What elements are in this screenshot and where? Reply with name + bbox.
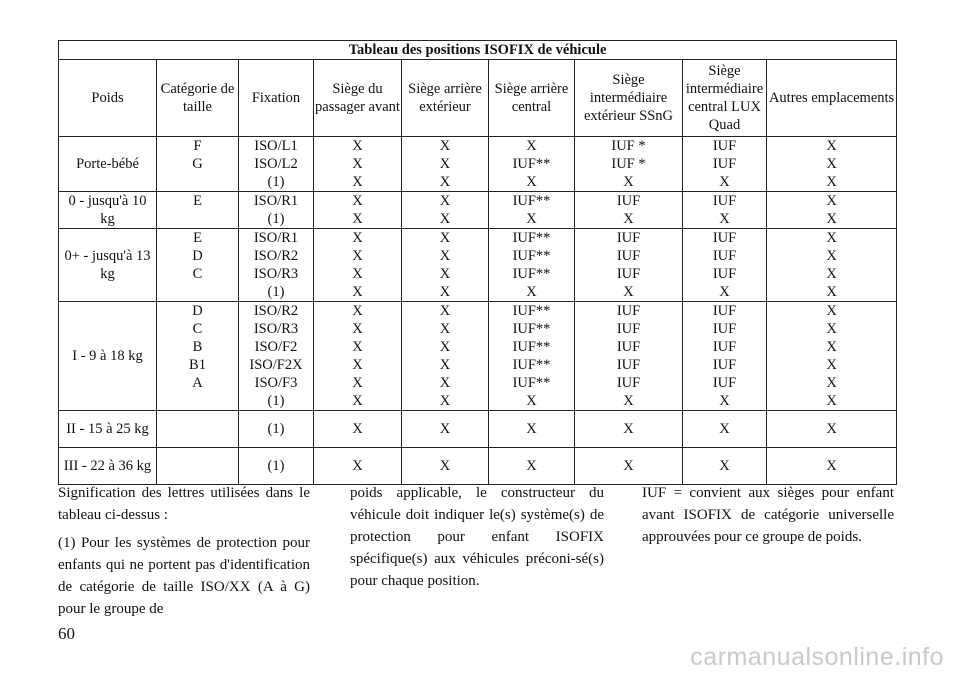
table-cell: F xyxy=(157,137,239,156)
weight-group-cell: II - 15 à 25 kg xyxy=(59,411,157,448)
table-cell: X xyxy=(767,247,897,265)
table-cell: X xyxy=(489,210,575,229)
table-cell: IUF xyxy=(683,137,767,156)
table-cell: G xyxy=(157,155,239,173)
note-paragraph: IUF = convient aux sièges pour enfant avant ISOFIX de catégorie universelle approuvées pour ce groupe de poids. xyxy=(642,485,894,545)
table-row xyxy=(59,247,897,265)
table-cell: IUF xyxy=(683,374,767,392)
isofix-positions-table xyxy=(58,40,897,485)
table-cell: IUF** xyxy=(489,265,575,283)
table-cell: ISO/F2 xyxy=(239,338,314,356)
table-cell: IUF** xyxy=(489,192,575,211)
table-cell: IUF xyxy=(683,265,767,283)
table-cell: D xyxy=(157,247,239,265)
table-cell: IUF xyxy=(683,356,767,374)
table-cell: D xyxy=(157,302,239,321)
table-cell: X xyxy=(402,192,489,211)
table-cell: X xyxy=(767,302,897,321)
table-cell: X xyxy=(575,173,683,192)
table-cell: IUF xyxy=(575,247,683,265)
table-cell: ISO/F3 xyxy=(239,374,314,392)
table-cell: X xyxy=(767,265,897,283)
table-cell: IUF xyxy=(575,265,683,283)
table-cell: X xyxy=(314,338,402,356)
table-cell: X xyxy=(767,173,897,192)
table-cell: X xyxy=(767,338,897,356)
notes-column-3 xyxy=(642,482,894,554)
watermark: carmanualsonline.info xyxy=(690,643,944,671)
table-cell: C xyxy=(157,265,239,283)
note-paragraph: poids applicable, le constructeur du véhicule doit indiquer le(s) système(s) de protection pour enfant ISOFIX spécifique(s) aux véhicules préconi-sé(s) pour chaque position. xyxy=(350,485,604,589)
table-cell: X xyxy=(489,283,575,302)
table-cell: X xyxy=(314,411,402,448)
table-cell: IUF xyxy=(575,338,683,356)
table-cell xyxy=(157,411,239,448)
table-cell: X xyxy=(683,448,767,485)
table-cell: E xyxy=(157,192,239,211)
table-cell: X xyxy=(683,411,767,448)
table-cell xyxy=(157,392,239,411)
table-cell: X xyxy=(683,283,767,302)
table-cell: (1) xyxy=(239,173,314,192)
table-row xyxy=(59,210,897,229)
notes-column-2 xyxy=(350,482,604,598)
table-cell xyxy=(157,283,239,302)
table-row xyxy=(59,229,897,248)
table-cell: E xyxy=(157,229,239,248)
table-cell: (1) xyxy=(239,411,314,448)
table-cell: X xyxy=(402,356,489,374)
column-header: Fixation xyxy=(239,60,314,137)
page-number: 60 xyxy=(58,624,75,643)
table-cell: X xyxy=(767,155,897,173)
table-row xyxy=(59,392,897,411)
table-cell: X xyxy=(314,448,402,485)
note-paragraph: Signification des lettres utilisées dans le tableau ci-dessus : xyxy=(58,485,310,523)
table-row xyxy=(59,173,897,192)
table-cell: X xyxy=(314,247,402,265)
table-cell: X xyxy=(767,137,897,156)
table-cell: X xyxy=(402,137,489,156)
table-cell: IUF xyxy=(683,320,767,338)
table-cell: X xyxy=(314,229,402,248)
table-title: Tableau des positions ISOFIX de véhicule xyxy=(59,41,897,60)
table-cell: IUF** xyxy=(489,155,575,173)
table-cell: X xyxy=(489,392,575,411)
table-cell: X xyxy=(489,137,575,156)
table-cell: IUF xyxy=(683,302,767,321)
table-cell: A xyxy=(157,374,239,392)
table-row xyxy=(59,155,897,173)
table-cell: IUF xyxy=(575,320,683,338)
table-cell: X xyxy=(575,448,683,485)
table-cell: X xyxy=(683,173,767,192)
table-cell: X xyxy=(314,392,402,411)
table-cell: IUF** xyxy=(489,374,575,392)
table-cell: IUF xyxy=(575,192,683,211)
table-cell: X xyxy=(402,338,489,356)
table-header-row xyxy=(59,60,897,137)
column-header: Poids xyxy=(59,60,157,137)
weight-group-cell: 0 - jusqu'à 10 kg xyxy=(59,192,157,229)
table-cell: X xyxy=(402,229,489,248)
column-header: Catégorie de taille xyxy=(157,60,239,137)
table-cell xyxy=(157,173,239,192)
table-row xyxy=(59,411,897,448)
table-cell: X xyxy=(314,155,402,173)
table-cell: X xyxy=(314,137,402,156)
column-header: Siège intermédiaire extérieur SSnG xyxy=(575,60,683,137)
weight-group-cell: I - 9 à 18 kg xyxy=(59,302,157,411)
table-cell: ISO/R3 xyxy=(239,320,314,338)
table-cell: X xyxy=(402,374,489,392)
table-cell: X xyxy=(402,320,489,338)
table-row xyxy=(59,448,897,485)
table-cell: X xyxy=(314,302,402,321)
table-cell: X xyxy=(314,356,402,374)
table-cell: X xyxy=(402,283,489,302)
table-row xyxy=(59,374,897,392)
notes-column-1 xyxy=(58,482,310,626)
table-cell: X xyxy=(767,392,897,411)
table-cell: IUF * xyxy=(575,155,683,173)
table-cell: X xyxy=(314,210,402,229)
table-row xyxy=(59,320,897,338)
table-cell: X xyxy=(402,247,489,265)
table-row xyxy=(59,283,897,302)
weight-group-cell: III - 22 à 36 kg xyxy=(59,448,157,485)
table-cell: X xyxy=(402,411,489,448)
table-row xyxy=(59,192,897,211)
table-cell: X xyxy=(489,411,575,448)
table-row xyxy=(59,302,897,321)
table-cell: IUF xyxy=(575,229,683,248)
table-cell: IUF * xyxy=(575,137,683,156)
table-cell: X xyxy=(402,173,489,192)
table-row xyxy=(59,137,897,156)
table-cell: ISO/R1 xyxy=(239,229,314,248)
table-cell: X xyxy=(314,192,402,211)
table-cell: X xyxy=(314,374,402,392)
table-cell: (1) xyxy=(239,210,314,229)
table-cell: IUF xyxy=(575,356,683,374)
column-header: Siège arrière extérieur xyxy=(402,60,489,137)
table-cell: X xyxy=(402,155,489,173)
table-cell: IUF xyxy=(683,247,767,265)
table-row xyxy=(59,338,897,356)
table-cell: X xyxy=(767,448,897,485)
table-row xyxy=(59,356,897,374)
table-cell: IUF xyxy=(683,229,767,248)
table-cell: X xyxy=(683,210,767,229)
table-cell: X xyxy=(767,229,897,248)
column-header: Siège arrière central xyxy=(489,60,575,137)
note-paragraph: (1) Pour les systèmes de protection pour enfants qui ne portent pas d'identification de catégorie de taille ISO/XX (A à G) pour le groupe de xyxy=(58,535,310,617)
table-cell: ISO/R2 xyxy=(239,247,314,265)
table-cell: X xyxy=(683,392,767,411)
table-cell: X xyxy=(402,210,489,229)
table-cell: X xyxy=(575,411,683,448)
table-cell: X xyxy=(402,265,489,283)
table-cell: B1 xyxy=(157,356,239,374)
table-cell: (1) xyxy=(239,392,314,411)
table-cell: X xyxy=(767,374,897,392)
column-header: Siège intermédiaire central LUX Quad xyxy=(683,60,767,137)
table-cell: X xyxy=(767,320,897,338)
table-cell: X xyxy=(767,192,897,211)
table-cell: IUF** xyxy=(489,302,575,321)
table-row xyxy=(59,265,897,283)
table-cell: X xyxy=(489,448,575,485)
table-cell: X xyxy=(575,283,683,302)
table-cell: X xyxy=(767,210,897,229)
table-cell: ISO/F2X xyxy=(239,356,314,374)
table-cell: IUF** xyxy=(489,229,575,248)
table-cell: IUF** xyxy=(489,356,575,374)
table-cell: IUF xyxy=(683,155,767,173)
table-cell: IUF** xyxy=(489,320,575,338)
table-cell: IUF** xyxy=(489,338,575,356)
table-cell: X xyxy=(489,173,575,192)
table-cell: X xyxy=(314,173,402,192)
table-cell: X xyxy=(314,265,402,283)
table-cell: X xyxy=(402,392,489,411)
table-cell: IUF xyxy=(575,302,683,321)
table-cell xyxy=(157,210,239,229)
table-cell: ISO/L2 xyxy=(239,155,314,173)
table-cell xyxy=(157,448,239,485)
table-cell: ISO/R3 xyxy=(239,265,314,283)
table-cell: X xyxy=(767,356,897,374)
table-cell: X xyxy=(767,411,897,448)
table-cell: ISO/L1 xyxy=(239,137,314,156)
table-cell: X xyxy=(314,283,402,302)
table-cell: C xyxy=(157,320,239,338)
table-cell: X xyxy=(402,448,489,485)
table-cell: IUF xyxy=(575,374,683,392)
table-body xyxy=(59,137,897,485)
table-cell: IUF xyxy=(683,192,767,211)
table-cell: ISO/R1 xyxy=(239,192,314,211)
weight-group-cell: 0+ - jusqu'à 13 kg xyxy=(59,229,157,302)
table-cell: X xyxy=(575,210,683,229)
table-cell: X xyxy=(314,320,402,338)
table-cell: X xyxy=(575,392,683,411)
table-cell: X xyxy=(402,302,489,321)
table-cell: (1) xyxy=(239,448,314,485)
weight-group-cell: Porte-bébé xyxy=(59,137,157,192)
table-cell: IUF xyxy=(683,338,767,356)
column-header: Autres emplacements xyxy=(767,60,897,137)
column-header: Siège du passager avant xyxy=(314,60,402,137)
table-cell: B xyxy=(157,338,239,356)
table-cell: X xyxy=(767,283,897,302)
table-cell: ISO/R2 xyxy=(239,302,314,321)
table-cell: IUF** xyxy=(489,247,575,265)
table-cell: (1) xyxy=(239,283,314,302)
